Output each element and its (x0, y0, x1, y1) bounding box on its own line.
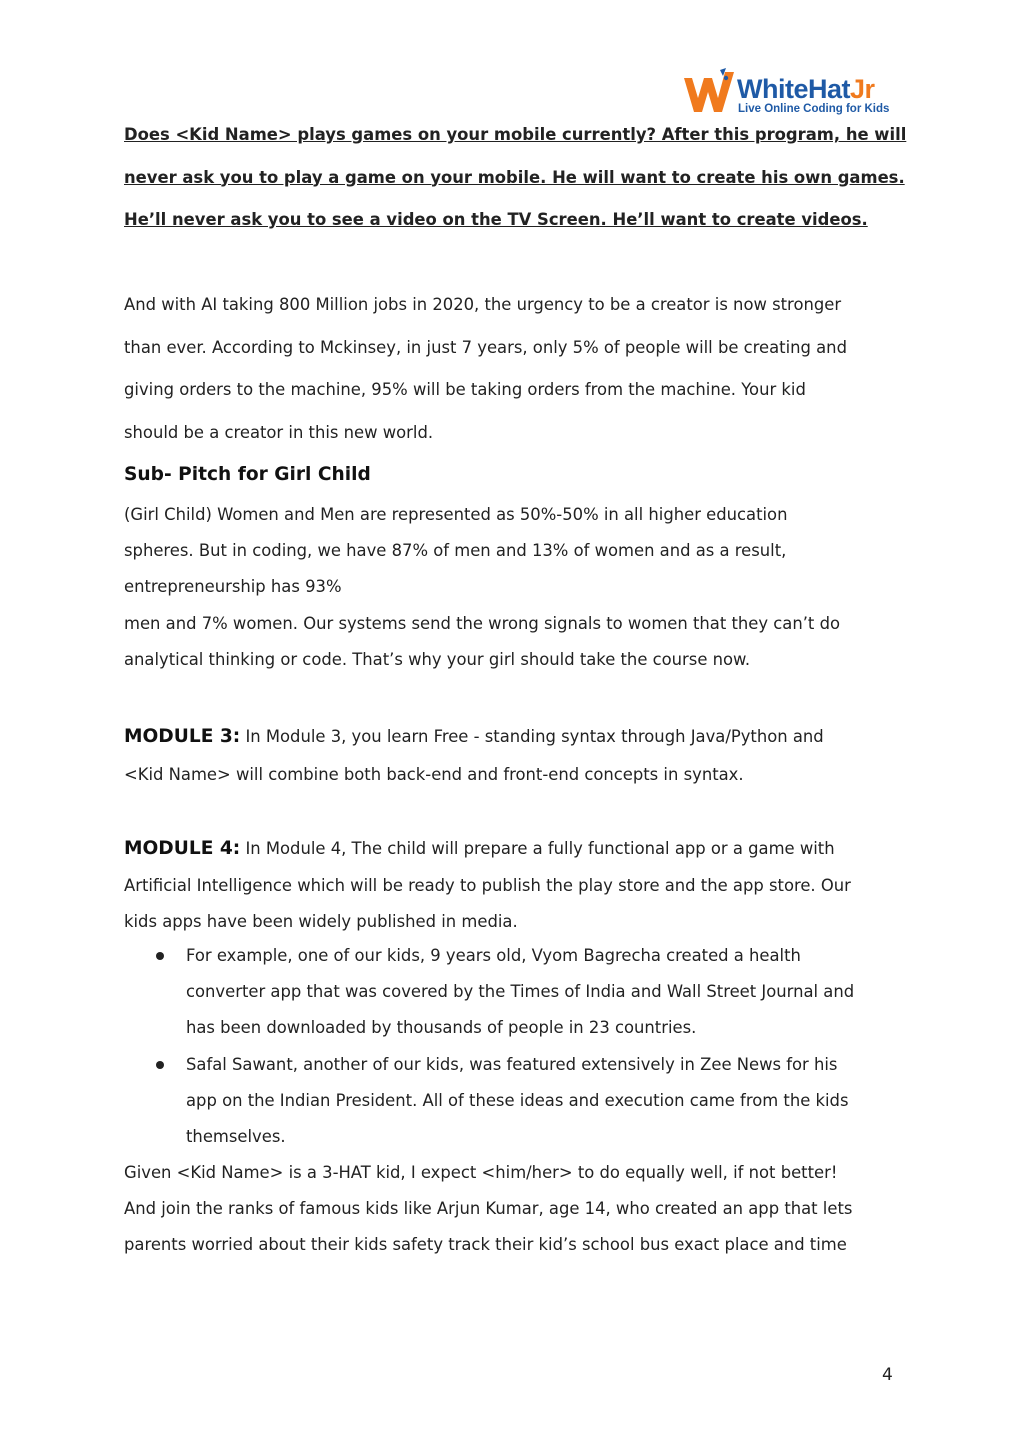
paragraph-line: analytical thinking or code. That’s why your girl should take the course now. (124, 649, 751, 669)
list-item (124, 938, 914, 1047)
highlight-line: Does <Kid Name> plays games on your mobile currently? After this program, he will (124, 125, 907, 144)
module-4-title: MODULE 4: (124, 838, 241, 859)
module-4-section (124, 830, 914, 941)
paragraph-line: And with AI taking 800 Million jobs in 2020, the urgency to be a creator is now stronger (124, 295, 842, 314)
paragraph-line: giving orders to the machine, 95% will be taking orders from the machine. Your kid (124, 380, 806, 400)
logo-wordmark (737, 74, 875, 104)
bullet-dot-icon (156, 952, 164, 960)
closing-paragraph (124, 1155, 914, 1264)
module-3-section (124, 718, 914, 794)
paragraph-line: entrepreneurship has 93% (124, 577, 342, 597)
module-4-text: In Module 4, The child will prepare a fully functional app or a game with (240, 839, 835, 858)
bullet-line: For example, one of our kids, 9 years old, Vyom Bagrecha created a health (186, 946, 801, 965)
module-3-second-line: <Kid Name> will combine both back-end and front-end concepts in syntax. (124, 765, 744, 784)
highlight-line: never ask you to play a game on your mobile. He will want to create his own games. (124, 167, 905, 187)
paragraph-line: Given <Kid Name> is a 3-HAT kid, I expect <him/her> to do equally well, if not better! (124, 1163, 838, 1182)
bullet-dot-icon (156, 1061, 164, 1069)
list-item (124, 1047, 914, 1156)
paragraph-line: men and 7% women. Our systems send the wrong signals to women that they can’t do (124, 613, 841, 633)
bullet-list-container (124, 938, 914, 1155)
rocket-w-logo-icon (682, 68, 736, 118)
module-4-third-line: kids apps have been widely published in media. (124, 912, 518, 931)
whitehat-jr-logo (682, 62, 897, 120)
paragraph-line: spheres. But in coding, we have 87% of men and 13% of women and as a result, (124, 541, 787, 561)
highlight-paragraph (124, 114, 914, 242)
module-3-first-line (124, 718, 914, 756)
paragraph-line: than ever. According to Mckinsey, in just 7 years, only 5% of people will be creating and (124, 337, 847, 357)
page-number: 4 (882, 1365, 893, 1385)
module-4-second-line: Artificial Intelligence which will be ready to publish the play store and the app store. Our (124, 875, 851, 895)
module-4-first-line (124, 830, 914, 868)
bullet-line: has been downloaded by thousands of people in 23 countries. (186, 1018, 697, 1038)
highlight-line: He’ll never ask you to see a video on the TV Screen. He’ll want to create videos. (124, 210, 868, 229)
paragraph-line: parents worried about their kids safety track their kid’s school bus exact place and time (124, 1235, 847, 1255)
paragraph-line: And join the ranks of famous kids like Arjun Kumar, age 14, who created an app that lets (124, 1199, 853, 1219)
bullet-line: Safal Sawant, another of our kids, was featured extensively in Zee News for his (186, 1054, 838, 1074)
module-3-text: In Module 3, you learn Free - standing syntax through Java/Python and (240, 727, 824, 746)
ai-paragraph (124, 284, 914, 455)
bullet-line: converter app that was covered by the Times of India and Wall Street Journal and (186, 982, 855, 1002)
sub-pitch-heading: Sub- Pitch for Girl Child (124, 464, 371, 485)
paragraph-line: (Girl Child) Women and Men are represented as 50%-50% in all higher education (124, 505, 788, 524)
logo-tagline: Live Online Coding for Kids (738, 103, 890, 115)
paragraph-line: should be a creator in this new world. (124, 423, 434, 443)
module-3-title: MODULE 3: (124, 726, 241, 747)
bullet-list (124, 938, 914, 1155)
sub-pitch-paragraph (124, 497, 914, 678)
bullet-line: app on the Indian President. All of these ideas and execution came from the kids (186, 1090, 849, 1110)
bullet-line: themselves. (186, 1127, 286, 1147)
logo-brand-jr: Jr (850, 74, 875, 104)
logo-brand-white: WhiteHat (737, 74, 850, 104)
